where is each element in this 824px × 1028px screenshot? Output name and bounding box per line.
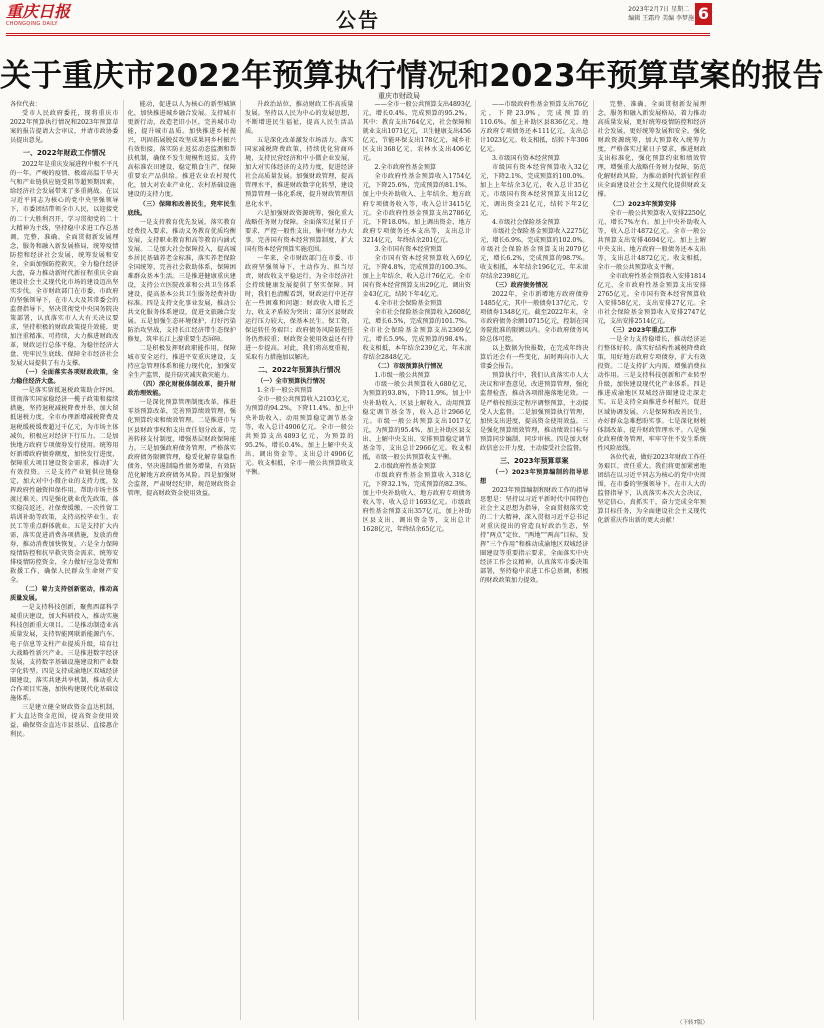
paragraph: 1.全市一般公共预算	[257, 387, 313, 395]
paragraph: 全市政府性基金预算收入安排1814亿元，全市政府性基金预算支出安排2765亿元。全市国有资本经营预算收入安排58亿元，支出安排27亿元。全市社会保险基金预算收入安排2747亿元，支出安排2514亿元。	[597, 272, 706, 326]
paragraph: ——全市一般公共预算支出4893亿元，增长0.4%，完成预算的95.2%。其中：教育支出764亿元，社会保障和就业支出1071亿元，卫生健康支出456亿元，节能环保支出178亿元，城乡社区支出368亿元，农林水支出406亿元。	[362, 101, 471, 163]
paragraph: 3.市级国有资本经营预算	[492, 155, 560, 163]
page-number-badge: 6	[695, 3, 712, 25]
article-column	[6, 100, 123, 1020]
paragraph: 全市社会保险基金预算收入2608亿元，增长6.5%，完成预算的101.7%。全市社会保险基金预算支出2369亿元，增长5.9%，完成预算的98.4%。收支相抵，本年结余239亿元，年末滚存结余2848亿元。	[362, 309, 471, 362]
paragraph: 一是支持科技创新，聚焦西部科学城重庆建设，加大科研投入，推动实施科技创新重大项目。二是推动制造业高质量发展，支持智能网联新能源汽车、电子信息等支柱产业提质升级，培育壮大战略性新兴产业。三是推进数字经济发展，支持数字基础设施建设和产业数字化转型。四是支持成渝地区双城经济圈建设，落实共建共享机制，推动重大合作项目实施，加快构建现代化基础设施体系。	[10, 604, 119, 702]
subsection-heading: （三）政府债务情况	[492, 281, 548, 289]
paragraph: 升政治站位，推动财政工作高质量发展。坚持以人民为中心的发展思想，不断增进民生福祉，提高人民生活品质。	[245, 101, 354, 136]
article-column	[593, 100, 711, 1020]
masthead-divider	[6, 33, 710, 34]
article-column	[240, 100, 358, 1020]
paragraph: 完整、准确、全面贯彻新发展理念，服务和融入新发展格局，着力推动高质量发展，更好统筹疫情防控和经济社会发展，更好统筹发展和安全。强化财政资源统筹，加大预算收入统筹力度，严格落实过紧日子要求，推进财政支出标准化，强化预算约束和绩效管理，增强重大战略任务财力保障，防范化解财政风险，为推动新时代新征程重庆全面建设社会主义现代化提供财政支撑。	[597, 101, 706, 199]
paragraph: 4.市级社会保险基金预算	[492, 218, 560, 226]
paragraph: 一是支持教育优先发展，落实教育经费投入要求，推动义务教育优质均衡发展，支持职业教育和高等教育内涵式发展。二是加大社会保障投入，提高城乡居民基础养老金标准，落实养老保险全国统筹，完善社会救助体系，保障困难群众基本生活。三是推进健康重庆建设，支持公立医院改革和公共卫生体系建设，提高基本公共卫生服务经费补助标准。四是支持文化事业发展，推动公共文化服务体系建设，促进文旅融合发展。五是加强生态环境保护，打好污染防治攻坚战，支持长江经济带生态保护修复，筑牢长江上游重要生态屏障。	[127, 218, 236, 344]
paragraph: 以上数据为快报数，在完成年终决算后还会有一些变化，届时再向市人大常委会报告。	[480, 345, 589, 371]
issue-date: 2023年2月7日 星期二	[628, 6, 690, 13]
subsection-heading: （三）2023年重点工作	[609, 327, 677, 335]
logo-english: CHONGQING DAILY	[6, 21, 58, 27]
section-heading: 二、2022年预算执行情况	[258, 366, 341, 375]
paragraph: 一年来，全市财政部门在市委、市政府坚强领导下，主动作为、担当尽责，财政收支平稳运行，为全市经济社会持续健康发展提供了坚实保障。同时，我们也清醒看到，财政运行中还存在一些困难和问题：财政收入增长乏力，收支矛盾较为突出；部分区县财政运行压力较大，保基本民生、保工资、保运转任务艰巨；政府债务风险防控任务仍然较重；财政资金使用效益还有待进一步提高。对此，我们将高度重视，采取有力措施加以解决。	[245, 254, 354, 362]
paragraph: 全市一般公共预算收入2103亿元，为预算的94.2%，下降11.4%。加上中央补助收入、动用预算稳定调节基金等，收入总计4906亿元。全市一般公共预算支出4893亿元，为预算的95.2%，增长0.4%。加上上解中央支出、调出资金等，支出总计4906亿元。收支相抵，全市一般公共预算收支平衡。	[245, 396, 354, 476]
paragraph: 2.市级政府性基金预算	[374, 462, 437, 470]
paragraph: 预算执行中，我们认真落实市人大决议和审查意见，改进预算管理，强化监督检查，推动各项措施落地见效。一是严格按照法定程序调整预算，主动接受人大监督。二是加强预算执行管理，加快支出进度，提高资金使用效益。三是强化预算绩效管理，推动绩效目标与预算同步编制、同步审核。四是加大财政信息公开力度，主动接受社会监督。	[480, 372, 589, 452]
paragraph: 2022年，全市新增地方政府债券1485亿元，其中一般债券137亿元、专项债券1348亿元。截至2022年末，全市政府债务余额10715亿元，控制在国务院批准的限额以内。全市政府债务风险总体可控。	[480, 290, 589, 344]
issue-info	[628, 5, 694, 23]
paragraph: 全市国有资本经营预算收入69亿元，下降4.8%，完成预算的100.3%。加上上年结余，收入总计76亿元。全市国有资本经营预算支出29亿元，调出资金43亿元，结转下年4亿元。	[362, 254, 471, 298]
article-column	[123, 100, 241, 1020]
issue-editors: 编辑 王霜玲 美编 李梦施	[628, 15, 694, 22]
logo-chinese: 重庆日报	[6, 2, 71, 21]
subsection-heading: （一）2023年预算编制的指导思想	[480, 468, 589, 485]
subsection-heading: （一）全市预算执行情况	[257, 378, 326, 386]
paragraph: 2.全市政府性基金预算	[374, 164, 437, 172]
paragraph: 全市政府性基金预算收入1754亿元，下降25.6%，完成预算的81.1%。加上中央补助收入、上年结余、地方政府专项债务收入等，收入总计3415亿元。全市政府性基金预算支出2786亿元，下降18.0%。加上调出资金、地方政府专项债务还本支出等，支出总计3214亿元，年终结余201亿元。	[362, 173, 471, 244]
report-byline: 重庆市财政局	[378, 92, 420, 100]
article-column	[475, 100, 593, 1020]
continued-note: （下转7版）	[677, 1020, 708, 1026]
paragraph: 二是积极发挥财政职能作用，保障城市安全运行，推进平安重庆建设，支持应急管理体系和能力现代化，加强安全生产监管，提升防灾减灾救灾能力。	[127, 345, 236, 380]
paragraph: 受市人民政府委托，现将重庆市2022年预算执行情况和2023年预算草案的报告提请大会审议，并请市政协委员提出意见。	[10, 110, 119, 145]
masthead-divider-secondary	[6, 35, 710, 36]
subsection-heading: （二）2023年预算安排	[609, 200, 677, 208]
section-heading: 一、2022年财政工作情况	[23, 149, 106, 158]
paragraph: 市级政府性基金预算收入318亿元，下降32.1%，完成预算的82.3%。加上中央补助收入、地方政府专项债务收入等，收入总计1693亿元。市级政府性基金预算支出357亿元，加上补助区县支出、调出资金等，支出总计1628亿元，年终结余65亿元。	[362, 471, 471, 534]
paragraph: 一是全力支持稳增长，推动经济运行整体好转。落实好结构性减税降费政策，用好地方政府专项债券，扩大有效投资。二是支持扩大内需，增强消费拉动作用。三是支持科技创新和产业转型升级，加快建设现代化产业体系。四是推进成渝地区双城经济圈建设走深走实。五是支持全面推进乡村振兴，促进区域协调发展。六是保障和改善民生，办好群众急难愁盼实事。七是深化财税体制改革，提升财政管理水平。八是强化政府债务管理，牢牢守住不发生系统性风险底线。	[597, 336, 706, 452]
paragraph: 市级社会保险基金预算收入2275亿元，增长6.9%，完成预算的102.0%。市级社会保险基金预算支出2079亿元，增长6.2%，完成预算的98.7%。收支相抵，本年结余196亿元，年末滚存结余2398亿元。	[480, 227, 589, 280]
salutation: 各位代表：	[10, 101, 41, 108]
paragraph: 三是建立健全财政资金直达机制，扩大直达资金范围，提高资金使用效益，确保资金直达市县基层、直接惠企利民。	[10, 703, 119, 738]
paragraph: 2023年预算编制和财政工作的指导思想是：坚持以习近平新时代中国特色社会主义思想为指导，全面贯彻落实党的二十大精神，深入贯彻习近平总书记对重庆提出的营造良好政治生态，坚持“两点”定位、“两地”“两高”目标，发挥“三个作用”和推动成渝地区双城经济圈建设等重要指示要求，全面落实中央经济工作会议精神，认真落实市委决策部署，坚持稳中求进工作总基调，积极的财政政策加力提效。	[480, 486, 589, 585]
paragraph: 六是加强财政资源统筹，强化重大战略任务财力保障。全面落实过紧日子要求，严控一般性支出，集中财力办大事。完善国有资本经营预算制度，扩大国有资本经营预算实施范围。	[245, 209, 354, 253]
paragraph: 市级国有资本经营预算收入32亿元，下降2.1%，完成预算的100.0%。加上上年结余3亿元，收入总计35亿元。市级国有资本经营预算支出12亿元，调出资金21亿元，结转下年2亿元。	[480, 164, 589, 217]
paragraph: 全市一般公共预算收入安排2250亿元，增长7%左右。加上中央补助收入等，收入总计4872亿元。全市一般公共预算支出安排4694亿元。加上上解中央支出、地方政府一般债务还本支出等，支出总计4872亿元。收支相抵，全市一般公共预算收支平衡。	[597, 209, 706, 271]
paragraph: 五是深化改革激发市场活力。落实国家减税降费政策，持续优化营商环境，支持民营经济和中小微企业发展，加大对实体经济的支持力度，促进经济社会高质量发展。加强财政管理，提高管理水平，推进财政数字化转型，建设预算管理一体化系统，提升财政管理信息化水平。	[245, 137, 354, 208]
section-title: 公告	[336, 8, 380, 32]
subsection-heading: （三）保障和改善民生，兜牢民生底线。	[127, 200, 236, 217]
paragraph: 2022年是重庆发展进程中极不平凡的一年。严峻的疫情、极端高温干旱天气和产业链供应链受阻等超预期因素，给经济社会发展带来了多重挑战。在以习近平同志为核心的党中央坚强领导下，市委团结带领全市人民，以迎接党的二十大胜利召开、学习贯彻党的二十大精神为主线，坚持稳中求进工作总基调，完整、准确、全面贯彻新发展理念，服务和融入新发展格局，统筹疫情防控和经济社会发展，统筹发展和安全，全面加强防控救灾，全力稳住经济大盘，奋力推动新时代新征程重庆全面建设社会主义现代化市场的建设迈出坚实步伐。全市财政部门在市委、市政府的坚强领导下，在市人大及其常委会的监督指导下，坚决贯彻党中央国务院决策部署，认真落实市人大有关决议要求，坚持积极的财政政策提升效能，更加注重精准、可持续，大力推进财政改革，财政运行总体平稳，为稳住经济大盘、兜牢民生底线、保障全市经济社会发展大局提供了有力支撑。	[10, 161, 119, 368]
paragraph: 一是深化预算管理制度改革，推进零基预算改革，完善预算绩效管理，强化预算约束和绩效管理。二是推进市与区县财政事权和支出责任划分改革，完善转移支付制度，增强基层财政保障能力。三是加强政府债务管理，严格落实政府债务限额管理，稳妥化解存量隐性债务，坚决遏制隐性债务增量，有效防范化解地方政府债务风险。四是加强财会监督，严肃财经纪律，规范财政资金管理，提高财政资金使用效益。	[127, 399, 236, 497]
article-body	[6, 100, 710, 1020]
masthead	[0, 0, 716, 34]
paragraph: 能动，促进以人为核心的新型城镇化，加快推进城乡融合发展。支持城市更新行动，改造老旧小区，完善城市功能，提升城市品质。加快推进乡村振兴，巩固拓展脱贫攻坚成果同乡村振兴有效衔接，落实防止返贫动态监测和帮扶机制，确保不发生规模性返贫。支持高标准农田建设，稳定粮食生产，保障重要农产品供给。推进农业农村现代化，加大对农业产业化、农村基础设施建设的支持力度。	[127, 101, 236, 199]
article-column	[358, 100, 476, 1020]
paragraph: 各位代表，做好2023年财政工作任务艰巨、责任重大。我们将更加紧密地团结在以习近平同志为核心的党中央周围，在市委的坚强领导下，在市人大的监督指导下，认真落实本次大会决议，坚定信心、真抓实干，奋力完成全年预算目标任务，为全面建设社会主义现代化新重庆作出新的更大贡献！	[597, 453, 706, 525]
subsection-heading: （二）市级预算执行情况	[374, 363, 443, 371]
report-headline: 关于重庆市2022年预算执行情况和2023年预算草案的报告	[0, 58, 824, 94]
paragraph: 一是落实留抵退税政策助企纾困。贯彻落实国家稳经济一揽子政策和接续措施，坚持退税减税降费并举，加大留抵退税力度，全市办理新增减税降费及退税缓税缓费超过千亿元，为市场主体减负，积极应对经济下行压力。二是加快地方政府专项债券发行使用。统筹用好新增政府债券额度，加快发行进度，保障重大项目建设资金需求，推动扩大有效投资。三是支持产业链供应链稳定，加大对中小微企业的支持力度，发挥政府性融资担保作用，帮助市场主体渡过难关。四是强化就业优先政策，落实稳岗返还、社保费缓缴、一次性留工培训补助等政策，支持高校毕业生、农民工等重点群体就业。五是支持扩大内需，落实促进消费各项措施，发放消费券，推动消费加快恢复。六是全力保障疫情防控和抗旱救灾资金需求，统筹安排疫情防控资金，全力做好应急处置和救援工作，确保人民群众生命财产安全。	[10, 387, 119, 585]
paragraph: 3.全市国有资本经营预算	[374, 245, 443, 253]
paragraph: ——市级政府性基金预算支出76亿元，下降23.9%，完成预算的110.6%。加上补助区县836亿元、地方政府专项债务还本111亿元，支出总计1023亿元。收支相抵，结转下年306亿元。	[480, 101, 589, 154]
paragraph: 市级一般公共预算收入680亿元，为预算的93.8%，下降11.9%。加上中央补助收入、区县上解收入、动用预算稳定调节基金等，收入总计2966亿元。市级一般公共预算支出1017亿元，为预算的95.4%，加上补助区县支出、上解中央支出、安排预算稳定调节基金等，支出总计2966亿元。收支相抵，市级一般公共预算收支平衡。	[362, 381, 471, 461]
paragraph: 4.全市社会保险基金预算	[374, 300, 443, 308]
subsection-heading: （四）深化财税体制改革，提升财政治理效能。	[127, 381, 236, 398]
subsection-heading: （二）着力支持创新驱动，推动高质量发展。	[10, 586, 119, 603]
paragraph: 1.市级一般公共预算	[374, 372, 430, 380]
section-heading: 三、2023年预算草案	[500, 456, 569, 465]
subsection-heading: （一）全面落实各项财政政策，全力稳住经济大盘。	[10, 369, 119, 386]
